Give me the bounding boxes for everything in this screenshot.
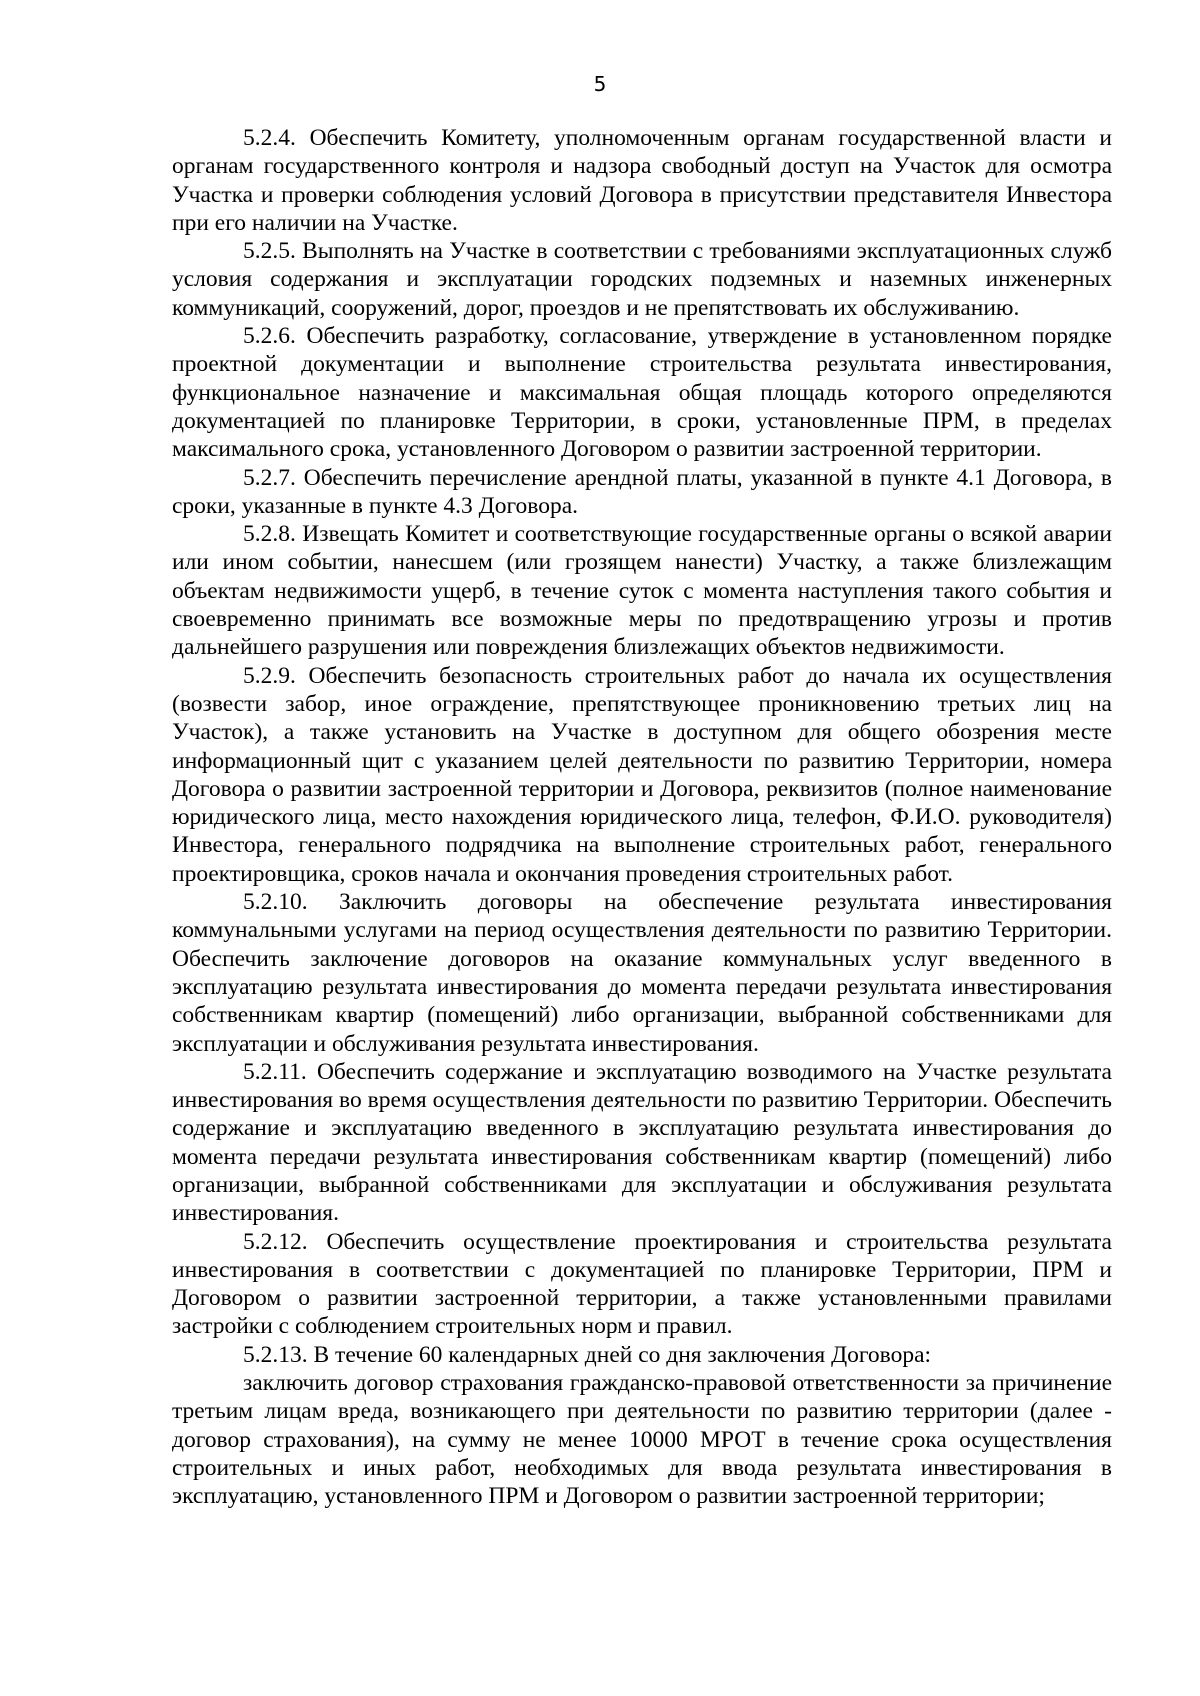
clause-5-2-10: 5.2.10. Заключить договоры на обеспечение результата инвестирования коммунальными услугами на период осуществления деятельности по развитию Территории. Обеспечить заключение договоров на оказание коммунальных услуг введенного в эксплуатацию результата инвестирования до момента передачи результата инвестирования собственникам квартир (помещений) либо организации, выбранной собственниками для эксплуатации и обслуживания результата инвестирования. — [172, 889, 1112, 1057]
clause-5-2-13: 5.2.13. В течение 60 календарных дней со дня заключения Договора: — [243, 1341, 932, 1368]
clause-5-2-12: 5.2.12. Обеспечить осуществление проектирования и строительства результата инвестирования в соответствии с документацией по планировке Территории, ПРМ и Договором о развитии застроенной территории, а также установленными правилами застройки с соблюдением строительных норм и правил. — [172, 1228, 1112, 1340]
clause-5-2-9: 5.2.9. Обеспечить безопасность строительных работ до начала их осуществления (возвести забор, иное ограждение, препятствующее проникновению третьих лиц на Участок), а также установить на Участке в доступном для общего обозрения месте информационный щит с указанием целей деятельности по развитию Территории, номера Договора о развитии застроенной территории и Договора, реквизитов (полное наименование юридического лица, место нахождения юридического лица, телефон, Ф.И.О. руководителя) Инвестора, генерального подрядчика на выполнение строительных работ, генерального проектировщика, сроков начала и окончания проведения строительных работ. — [172, 662, 1112, 887]
clause-5-2-5: 5.2.5. Выполнять на Участке в соответствии с требованиями эксплуатационных служб условия содержания и эксплуатации городских подземных и наземных инженерных коммуникаций, сооружений, дорог, проездов и не препятствовать их обслуживанию. — [172, 238, 1112, 321]
clause-5-2-11: 5.2.11. Обеспечить содержание и эксплуатацию возводимого на Участке результата инвестирования во время осуществления деятельности по развитию Территории. Обеспечить содержание и эксплуатацию введенного в эксплуатацию результата инвестирования до момента передачи результата инвестирования собственникам квартир (помещений) либо организации, выбранной собственниками для эксплуатации и обслуживания результата инвестирования. — [172, 1058, 1112, 1227]
page-number: 5 — [593, 72, 607, 96]
clause-5-2-6: 5.2.6. Обеспечить разработку, согласование, утверждение в установленном порядке проектной документации и выполнение строительства результата инвестирования, функциональное назначение и максимальная общая площадь которого определяются документацией по планировке Территории, в сроки, установленные ПРМ, в пределах максимального срока, установленного Договором о развитии застроенной территории. — [172, 323, 1112, 463]
clause-5-2-4: 5.2.4. Обеспечить Комитету, уполномоченным органам государственной власти и органам государственного контроля и надзора свободный доступ на Участок для осмотра Участка и проверки соблюдения условий Договора в присутствии представителя Инвестора при его наличии на Участке. — [172, 125, 1112, 236]
clause-5-2-8: 5.2.8. Извещать Комитет и соответствующие государственные органы о всякой аварии или ином событии, нанесшем (или грозящем нанести) Участку, а также близлежащим объектам недвижимости ущерб, в течение суток с момента наступления такого события и своевременно принимать все возможные меры по предотвращению угрозы и против дальнейшего разрушения или повреждения близлежащих объектов недвижимости. — [172, 521, 1112, 661]
clause-5-2-7: 5.2.7. Обеспечить перечисление арендной платы, указанной в пункте 4.1 Договора, в сроки, указанные в пункте 4.3 Договора. — [172, 464, 1112, 519]
clause-5-2-13-insurance: заключить договор страхования гражданско-правовой ответственности за причинение третьим лицам вреда, возникающего при деятельности по развитию территории (далее - договор страхования), на сумму не менее 10000 МРОТ в течение срока осуществления строительных и иных работ, необходимых для ввода результата инвестирования в эксплуатацию, установленного ПРМ и Договором о развитии застроенной территории; — [172, 1370, 1112, 1510]
document-body — [172, 124, 1112, 1511]
